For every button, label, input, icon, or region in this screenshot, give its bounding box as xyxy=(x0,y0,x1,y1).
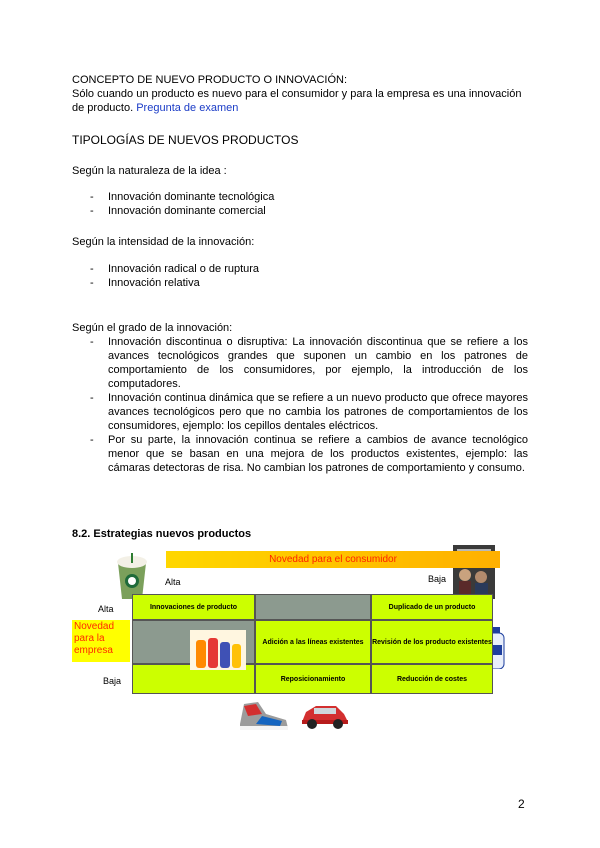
list-item xyxy=(88,433,528,475)
sneakers-image xyxy=(236,696,290,732)
list-item xyxy=(88,262,528,276)
nature-label: Según la naturaleza de la idea : xyxy=(72,165,227,177)
list-item xyxy=(88,391,528,433)
list-dash: - xyxy=(90,392,94,404)
intensity-list xyxy=(88,262,528,290)
typology-heading: TIPOLOGÍAS DE NUEVOS PRODUCTOS xyxy=(72,133,299,147)
concept-heading: CONCEPTO DE NUEVO PRODUCTO O INNOVACIÓN: xyxy=(72,74,348,86)
cell-repositioning: Reposicionamiento xyxy=(255,664,371,694)
cell-revision: Revisión de los producto existentes xyxy=(371,620,493,664)
intensity-label: Según la intensidad de la innovación: xyxy=(72,236,255,248)
cell-cost-reduction: Reducción de costes xyxy=(371,664,493,694)
list-item-text: Innovación relativa xyxy=(108,277,200,289)
company-low-label: Baja xyxy=(103,676,122,686)
list-item xyxy=(88,204,528,218)
exam-question-link[interactable]: Pregunta de examen xyxy=(136,102,239,114)
degree-list xyxy=(88,335,528,475)
red-car-image xyxy=(298,702,352,730)
list-item xyxy=(88,190,528,204)
cell-innovations: Innovaciones de producto xyxy=(132,594,255,620)
concept-line-2-text: de producto. xyxy=(72,102,134,114)
company-novelty-label: Novedad para la empresa xyxy=(72,620,130,662)
cell-duplicate: Duplicado de un producto xyxy=(371,594,493,620)
concept-line-1: Sólo cuando un producto es nuevo para el consumidor y para la empresa es una innovación xyxy=(72,88,522,100)
list-item-text: Innovación continua dinámica que se refiere a un nuevo producto que ofrece mayores avances tecnológicos pero que no cambia los patrones de comportamientos de los consumidores, ejemplo: los cepillos dentales eléctricos. xyxy=(108,392,528,432)
consumer-novelty-banner: Novedad para el consumidor xyxy=(166,551,500,568)
drinks-bottles-image-overlay xyxy=(190,630,246,670)
degree-label: Según el grado de la innovación: xyxy=(72,322,233,334)
strategies-heading: 8.2. Estrategias nuevos productos xyxy=(72,528,252,540)
company-high-label: Alta xyxy=(98,604,114,614)
list-dash: - xyxy=(90,277,94,289)
list-item-text: Innovación discontinua o disruptiva: La innovación discontinua que se refiere a los avances tecnológicos grandes que suponen un cambio en los patrones de comportamiento de los consumidores, por ejemplo, la introducción de los computadores. xyxy=(108,336,528,390)
list-item-text: Innovación dominante tecnológica xyxy=(108,191,275,203)
list-dash: - xyxy=(90,205,94,217)
list-item-text: Innovación radical o de ruptura xyxy=(108,263,260,275)
list-item xyxy=(88,335,528,391)
list-item-text: Por su parte, la innovación continua se refiere a cambios de avance tecnológico menor que se basan en una mejora de los productos existentes, ejemplo: las cámaras detectoras de risa. No cambian los patrones de comportamiento y consumo. xyxy=(108,434,528,474)
nature-list xyxy=(88,190,528,218)
list-dash: - xyxy=(90,434,94,446)
list-dash: - xyxy=(90,263,94,275)
list-dash: - xyxy=(90,191,94,203)
consumer-low-label: Baja xyxy=(428,574,447,584)
page-number: 2 xyxy=(518,797,525,811)
list-dash: - xyxy=(90,336,94,348)
list-item xyxy=(88,276,528,290)
list-item-text: Innovación dominante comercial xyxy=(108,205,266,217)
concept-line-2 xyxy=(72,101,238,115)
cell-addition: Adición a las líneas existentes xyxy=(255,620,371,664)
consumer-high-label: Alta xyxy=(165,577,181,587)
cell-empty-grey-1 xyxy=(255,594,371,620)
